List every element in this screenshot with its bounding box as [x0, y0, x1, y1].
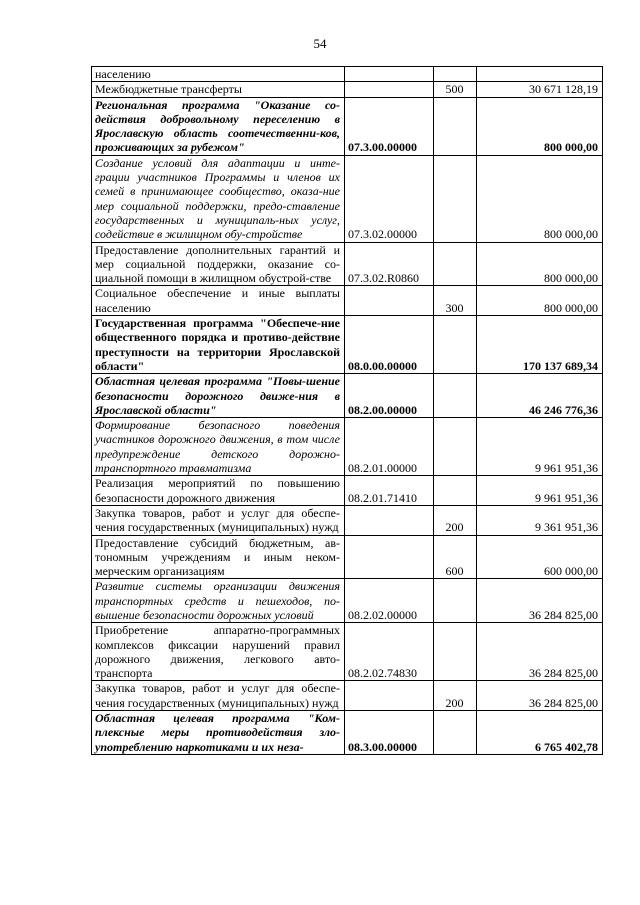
row-sum-cell: 170 137 689,34: [477, 316, 603, 374]
row-name-cell: Региональная программа "Оказание со-действия добровольному переселению в Ярославскую область соотечественни-ков, проживающих за рубежом": [92, 97, 345, 155]
row-expense-type-cell: [434, 67, 477, 82]
table-row: [92, 286, 603, 316]
row-sum-cell: 30 671 128,19: [477, 82, 603, 97]
row-code-cell: 07.3.02.00000: [345, 155, 434, 242]
row-code-cell: [345, 535, 434, 579]
row-sum-cell: 800 000,00: [477, 155, 603, 242]
row-code-cell: 08.2.02.74830: [345, 623, 434, 681]
row-name-cell: Предоставление субсидий бюджетным, ав-тономным учреждениям и иным неком-мерческим организациям: [92, 535, 345, 579]
row-name-cell: Государственная программа "Обеспече-ние общественного порядка и противо-действие преступности на территории Ярославской области": [92, 316, 345, 374]
table-row: [92, 579, 603, 623]
row-code-cell: 08.2.00.00000: [345, 374, 434, 418]
row-sum-cell: 36 284 825,00: [477, 681, 603, 711]
budget-table-body: [92, 67, 603, 755]
row-expense-type-cell: 200: [434, 505, 477, 535]
row-name-cell: Предоставление дополнительных гарантий и мер социальной поддержки, оказание со-циальной помощи в жилищном обустрой-стве: [92, 242, 345, 286]
row-expense-type-cell: [434, 623, 477, 681]
row-expense-type-cell: 500: [434, 82, 477, 97]
row-name-cell: Межбюджетные трансферты: [92, 82, 345, 97]
row-sum-cell: 800 000,00: [477, 286, 603, 316]
row-code-cell: 08.2.02.00000: [345, 579, 434, 623]
row-code-cell: 08.2.01.71410: [345, 476, 434, 506]
table-row: [92, 418, 603, 476]
row-sum-cell: [477, 67, 603, 82]
table-row: [92, 67, 603, 82]
table-row: [92, 681, 603, 711]
row-name-cell: Социальное обеспечение и иные выплаты населению: [92, 286, 345, 316]
row-expense-type-cell: [434, 316, 477, 374]
row-code-cell: [345, 505, 434, 535]
row-sum-cell: 36 284 825,00: [477, 579, 603, 623]
row-expense-type-cell: 600: [434, 535, 477, 579]
table-row: [92, 623, 603, 681]
row-code-cell: [345, 681, 434, 711]
row-code-cell: 07.3.02.R0860: [345, 242, 434, 286]
row-sum-cell: 36 284 825,00: [477, 623, 603, 681]
row-expense-type-cell: [434, 418, 477, 476]
row-code-cell: 08.0.00.00000: [345, 316, 434, 374]
row-name-cell: Формирование безопасного поведения участников дорожного движения, в том числе предупреждение детского дорожно-транспортного травматизма: [92, 418, 345, 476]
row-expense-type-cell: 200: [434, 681, 477, 711]
row-name-cell: Приобретение аппаратно-программных комплексов фиксации нарушений правил дорожного движения, легкового авто-транспорта: [92, 623, 345, 681]
page-number: 54: [313, 36, 327, 51]
row-sum-cell: 9 961 951,36: [477, 418, 603, 476]
row-name-cell: Реализация мероприятий по повышению безопасности дорожного движения: [92, 476, 345, 506]
row-name-cell: Закупка товаров, работ и услуг для обеспе-чения государственных (муниципальных) нужд: [92, 505, 345, 535]
row-expense-type-cell: [434, 374, 477, 418]
row-name-cell: Областная целевая программа "Ком-плексные меры противодействия зло-употреблению наркотиками и их неза-: [92, 711, 345, 755]
row-name-cell: населению: [92, 67, 345, 82]
table-row: [92, 505, 603, 535]
table-row: [92, 242, 603, 286]
row-sum-cell: 800 000,00: [477, 242, 603, 286]
row-sum-cell: 800 000,00: [477, 97, 603, 155]
budget-table: [91, 66, 603, 755]
row-code-cell: [345, 67, 434, 82]
table-row: [92, 476, 603, 506]
row-expense-type-cell: [434, 155, 477, 242]
row-code-cell: [345, 286, 434, 316]
table-row: [92, 97, 603, 155]
table-row: [92, 711, 603, 755]
row-sum-cell: 6 765 402,78: [477, 711, 603, 755]
row-expense-type-cell: [434, 711, 477, 755]
table-row: [92, 535, 603, 579]
row-sum-cell: 9 361 951,36: [477, 505, 603, 535]
row-name-cell: Областная целевая программа "Повы-шение безопасности дорожного движе-ния в Ярославской области": [92, 374, 345, 418]
row-expense-type-cell: [434, 97, 477, 155]
row-name-cell: Создание условий для адаптации и инте-грации участников Программы и членов их семей в принимающее сообщество, оказа-ние мер социальной поддержки, предо-ставление государственных и муниципаль-ных услуг, содействие в жилищном обу-стройстве: [92, 155, 345, 242]
row-sum-cell: 46 246 776,36: [477, 374, 603, 418]
row-expense-type-cell: [434, 476, 477, 506]
table-row: [92, 316, 603, 374]
table-row: [92, 82, 603, 97]
row-code-cell: 08.2.01.00000: [345, 418, 434, 476]
row-name-cell: Закупка товаров, работ и услуг для обеспе-чения государственных (муниципальных) нужд: [92, 681, 345, 711]
row-code-cell: 07.3.00.00000: [345, 97, 434, 155]
row-code-cell: 08.3.00.00000: [345, 711, 434, 755]
row-code-cell: [345, 82, 434, 97]
row-sum-cell: 600 000,00: [477, 535, 603, 579]
table-row: [92, 374, 603, 418]
row-expense-type-cell: 300: [434, 286, 477, 316]
row-name-cell: Развитие системы организации движения транспортных средств и пешеходов, по-вышение безопасности дорожных условий: [92, 579, 345, 623]
table-row: [92, 155, 603, 242]
row-sum-cell: 9 961 951,36: [477, 476, 603, 506]
row-expense-type-cell: [434, 242, 477, 286]
row-expense-type-cell: [434, 579, 477, 623]
